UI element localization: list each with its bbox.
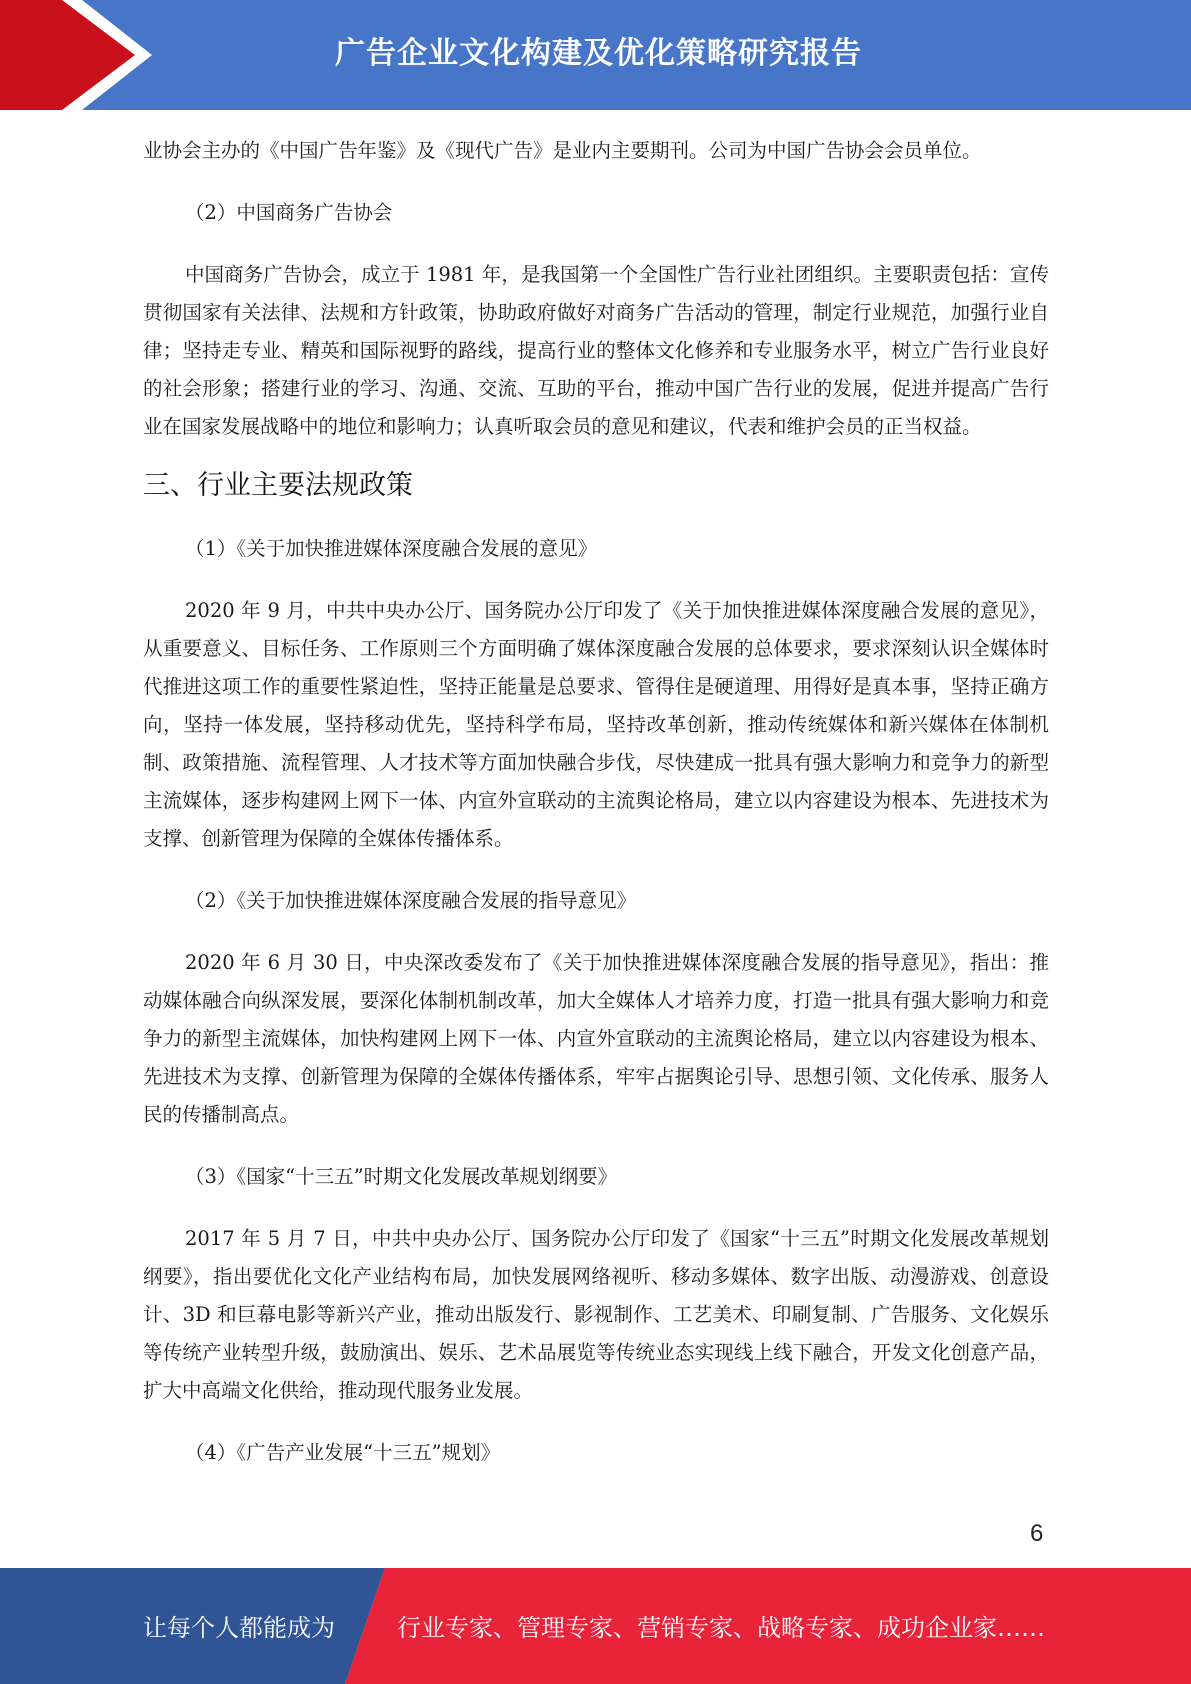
section-heading: 三、行业主要法规政策 bbox=[143, 470, 413, 501]
assoc2-paragraph: 中国商务广告协会，成立于 1981 年，是我国第一个全国性广告行业社团组织。主要职责包括：宣传贯彻国家有关法律、法规和方针政策，协助政府做好对商务广告活动的管理，制定行业规范，加强行业自律；坚持走专业、精英和国际视野的路线，提高行业的整体文化修养和专业服务水平，树立广告行业良好的社会形象；搭建行业的学习、沟通、交流、互助的平台，推动中国广告行业的发展，促进并提高广告行业在国家发展战略中的地位和影响力；认真听取会员的意见和建议，代表和维护会员的正当权益。 bbox=[143, 263, 1049, 438]
intro-paragraph: 业协会主办的《中国广告年鉴》及《现代广告》是业内主要期刊。公司为中国广告协会会员单位。 bbox=[143, 139, 982, 162]
paragraph-1: 2020 年 9 月，中共中央办公厅、国务院办公厅印发了《关于加快推进媒体深度融合发展的意见》，从重要意义、目标任务、工作原则三个方面明确了媒体深度融合发展的总体要求，要求深刻认识全媒体时代推进这项工作的重要性紧迫性，坚持正能量是总要求、管得住是硬道理、用得好是真本事，坚持正确方向，坚持一体发展，坚持移动优先，坚持科学布局，坚持改革创新，推动传统媒体和新兴媒体在体制机制、政策措施、流程管理、人才技术等方面加快融合步伐，尽快建成一批具有强大影响力和竞争力的新型主流媒体，逐步构建网上网下一体、内宣外宣联动的主流舆论格局，建立以内容建设为根本、先进技术为支撑、创新管理为保障的全媒体传播体系。 bbox=[143, 599, 1049, 850]
paragraph-3: 2017 年 5 月 7 日，中共中央办公厅、国务院办公厅印发了《国家“十三五”时期文化发展改革规划纲要》，指出要优化文化产业结构布局，加快发展网络视听、移动多媒体、数字出版、动漫游戏、创意设计、3D 和巨幕电影等新兴产业，推动出版发行、影视制作、工艺美术、印刷复制、广告服务、文化娱乐等传统产业转型升级，鼓励演出、娱乐、艺术品展览等传统业态实现线上线下融合，开发文化创意产品，扩大中高端文化供给，推动现代服务业发展。 bbox=[143, 1227, 1049, 1402]
subheading-assoc2: （2）中国商务广告协会 bbox=[185, 201, 393, 224]
subheading-1: （1）《关于加快推进媒体深度融合发展的意见》 bbox=[185, 537, 598, 560]
page-header bbox=[0, 0, 1191, 110]
subheading-4: （4）《广告产业发展“十三五”规划》 bbox=[185, 1441, 501, 1464]
page-footer bbox=[0, 1568, 1191, 1684]
page-number: 6 bbox=[1030, 1520, 1044, 1547]
subheading-2: （2）《关于加快推进媒体深度融合发展的指导意见》 bbox=[185, 889, 637, 912]
report-title: 广告企业文化构建及优化策略研究报告 bbox=[335, 36, 862, 71]
footer-slogan-left: 让每个人都能成为 bbox=[143, 1614, 335, 1642]
footer-slogan-right: 行业专家、管理专家、营销专家、战略专家、成功企业家…… bbox=[397, 1614, 1045, 1642]
paragraph-2: 2020 年 6 月 30 日，中央深改委发布了《关于加快推进媒体深度融合发展的指导意见》，指出：推动媒体融合向纵深发展，要深化体制机制改革，加大全媒体人才培养力度，打造一批具有强大影响力和竞争力的新型主流媒体，加快构建网上网下一体、内宣外宣联动的主流舆论格局，建立以内容建设为根本、先进技术为支撑、创新管理为保障的全媒体传播体系，牢牢占据舆论引导、思想引领、文化传承、服务人民的传播制高点。 bbox=[143, 951, 1049, 1126]
page-content bbox=[143, 132, 1049, 1496]
subheading-3: （3）《国家“十三五”时期文化发展改革规划纲要》 bbox=[185, 1165, 618, 1188]
